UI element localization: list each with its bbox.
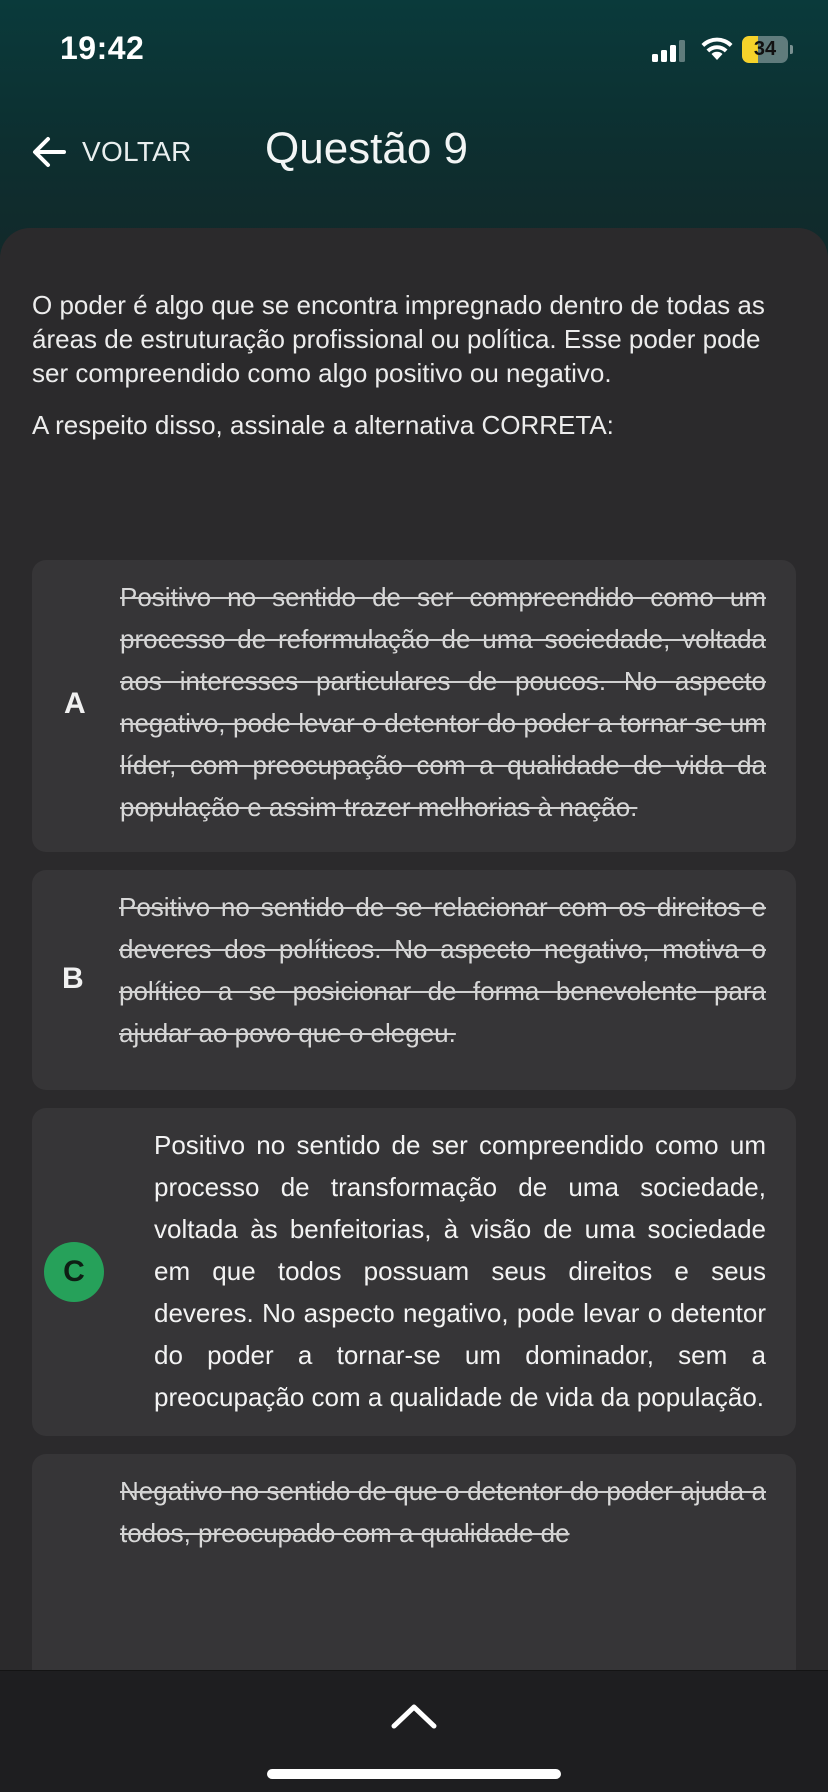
home-indicator xyxy=(267,1769,561,1779)
status-time: 19:42 xyxy=(60,30,145,66)
correct-answer-badge: C xyxy=(44,1242,104,1302)
option-a[interactable] xyxy=(32,560,796,852)
option-text: Positivo no sentido de se relacionar com os direitos e deveres dos políticos. No aspecto negativo, motiva o político a se posicionar de forma benevolente para ajudar ao povo que o elegeu. xyxy=(119,892,766,1048)
cellular-signal-icon xyxy=(652,40,688,62)
status-bar xyxy=(0,0,828,100)
option-text: Negativo no sentido de que o detentor do poder ajuda a todos, preocupado com a qualidade de xyxy=(120,1476,766,1548)
chevron-up-icon[interactable] xyxy=(390,1701,438,1731)
question-text: O poder é algo que se encontra impregnado dentro de todas as áreas de estruturação profissional ou política. Esse poder pode ser compreendido como algo positivo ou negativo. xyxy=(32,290,765,388)
back-button[interactable] xyxy=(30,130,192,174)
page-title: Questão 9 xyxy=(265,124,469,173)
question-sheet xyxy=(0,228,828,1792)
bottom-bar xyxy=(0,1670,828,1792)
option-text: Positivo no sentido de ser compreendido como um processo de reformulação de uma sociedade, voltada aos interesses particulares de poucos. No aspecto negativo, pode levar o detentor do poder a tornar se um líder, com preocupação com a qualidade de vida da população e assim trazer melhorias à nação. xyxy=(120,582,766,822)
option-letter: A xyxy=(64,687,86,720)
wifi-icon xyxy=(700,34,734,62)
option-c[interactable] xyxy=(32,1108,796,1436)
battery-percent: 34 xyxy=(753,38,777,60)
arrow-left-icon xyxy=(30,133,68,171)
battery-icon xyxy=(742,36,792,63)
option-b[interactable] xyxy=(32,870,796,1090)
question-prompt: A respeito disso, assinale a alternativa CORRETA: xyxy=(32,410,614,440)
option-letter: B xyxy=(62,962,84,995)
question-statement xyxy=(32,288,800,442)
option-text: Positivo no sentido de ser compreendido como um processo de transformação de uma sociedade, voltada às benfeitorias, à visão de uma sociedade em que todos possuam seus direitos e seus deveres. No aspecto negativo, pode levar o detentor do poder a tornar-se um dominador, sem a preocupação com a qualidade de vida da população. xyxy=(154,1130,766,1412)
back-label: VOLTAR xyxy=(82,136,192,167)
